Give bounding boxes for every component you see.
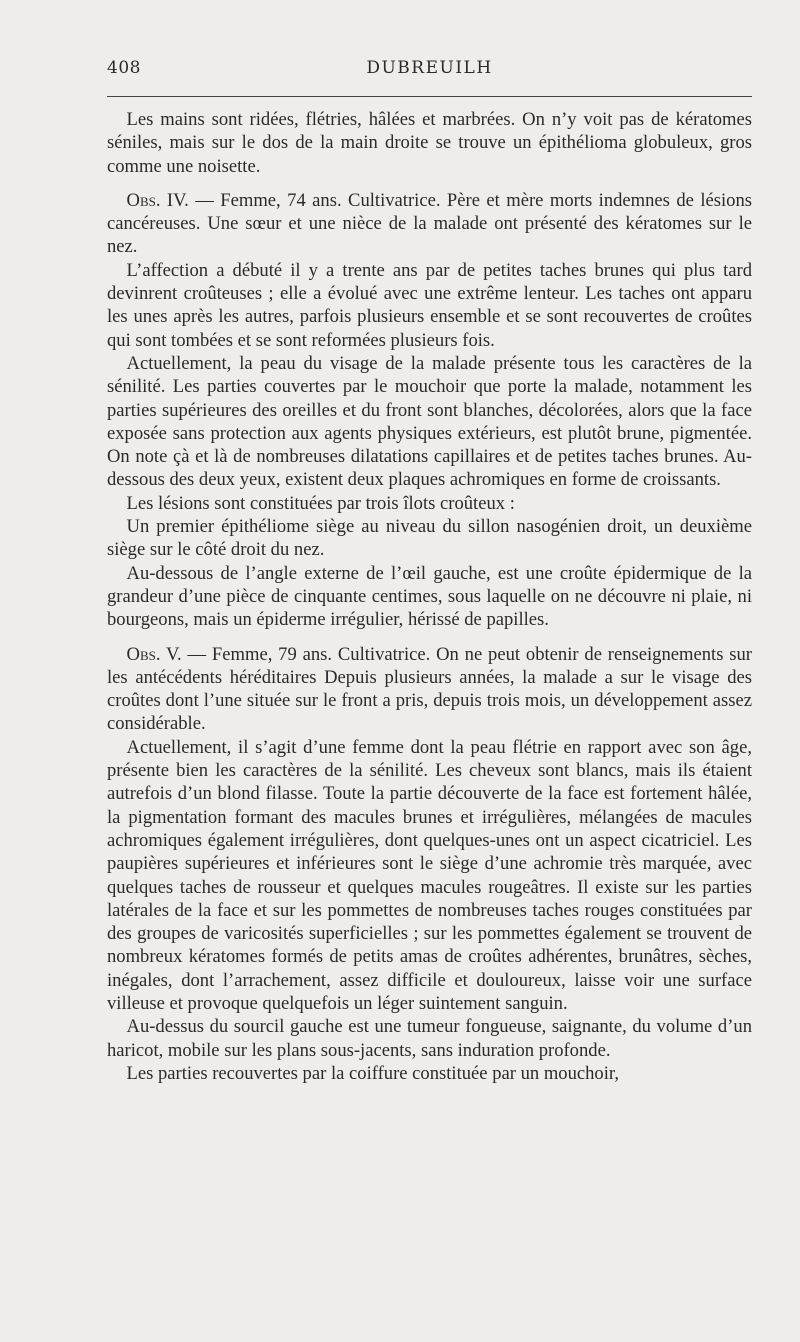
observation-paragraph: Obs. V. — Femme, 79 ans. Cultivatrice. On ne peut obtenir de renseignements sur les antécédents héréditaires Depuis plusieurs années, la malade a sur le visage des croûtes dont l’une située sur le front a pris, depuis trois mois, un développement assez considérable. [107,643,752,735]
page-header [107,58,752,86]
paragraph: Au-dessus du sourcil gauche est une tumeur fongueuse, saignante, du volume d’un haricot, mobile sur les plans sous-jacents, sans induration profonde. [107,1016,752,1061]
observation-paragraph: Obs. IV. — Femme, 74 ans. Cultivatrice. Père et mère morts indemnes de lésions cancéreuses. Une sœur et une nièce de la malade ont présenté des kératomes sur le nez. [107,189,752,258]
paragraph: Les parties recouvertes par la coiffure constituée par un mouchoir, [126,1062,619,1084]
paragraph: Les mains sont ridées, flétries, hâlées et marbrées. On n’y voit pas de kératomes séniles, mais sur le dos de la main droite se trouve un épithélioma globuleux, gros comme une noisette. [107,109,752,177]
body-text [107,108,752,1085]
running-head: DUBREUILH [366,58,493,78]
observation-label: Obs. IV. [126,189,189,211]
paragraph: Au-dessous de l’angle externe de l’œil gauche, est une croûte épidermique de la grandeur d’une pièce de cinquante centimes, sous laquelle on ne découvre ni plaie, ni bourgeons, mais un épiderme irrégulier, hérissé de papilles. [107,562,752,631]
paragraph: Les lésions sont constituées par trois îlots croûteux : [126,492,515,514]
paragraph: Actuellement, la peau du visage de la malade présente tous les caractères de la sénilité. Les parties couvertes par le mouchoir que porte la malade, notamment les parties supérieures des oreilles et du front sont blanches, décolorées, alors que la face exposée sans protection aux agents physiques extérieurs, est plutôt brune, pigmentée. On note çà et là de nombreuses dilatations capillaires et de petites taches brunes. Au-dessous des deux yeux, existent deux plaques achromiques en forme de croissants. [107,352,752,491]
paragraph: Actuellement, il s’agit d’une femme dont la peau flétrie en rapport avec son âge, présente bien les caractères de la sénilité. Les cheveux sont blancs, mais ils étaient autrefois d’un blond filasse. Toute la partie découverte de la face est fortement hâlée, la pigmentation formant des macules brunes et irrégulières, mélangées de macules achromiques également irrégulières, dont quelques-unes ont un aspect cicatriciel. Les paupières supérieures et inférieures sont le siège d’une achromie très marquée, avec quelques taches de rousseur et quelques macules rougeâtres. Il existe sur les parties latérales de la face et sur les pommettes de nombreuses taches rouges constituées par des groupes de varicosités superficielles ; sur les pommettes également se trouvent de nombreux kératomes formés de petits amas de croûtes adhérentes, brunâtres, sèches, inégales, dont l’arrachement, assez difficile et douloureux, laisse voir une surface villeuse et provoque quelquefois un léger suintement sanguin. [107,736,752,1014]
paragraph: L’affection a débuté il y a trente ans par de petites taches brunes qui plus tard devinrent croûteuses ; elle a évolué avec une extrême lenteur. Les taches ont apparu les unes après les autres, parfois plusieurs ensemble et se sont recouvertes de croûtes qui sont tombées et se sont reformées plusieurs fois. [107,259,752,351]
paragraph: Un premier épithéliome siège au niveau du sillon nasogénien droit, un deuxième siège sur le côté droit du nez. [107,516,752,561]
observation-label: Obs. V. [126,643,182,665]
header-rule [107,96,752,97]
page-number: 408 [107,58,141,78]
